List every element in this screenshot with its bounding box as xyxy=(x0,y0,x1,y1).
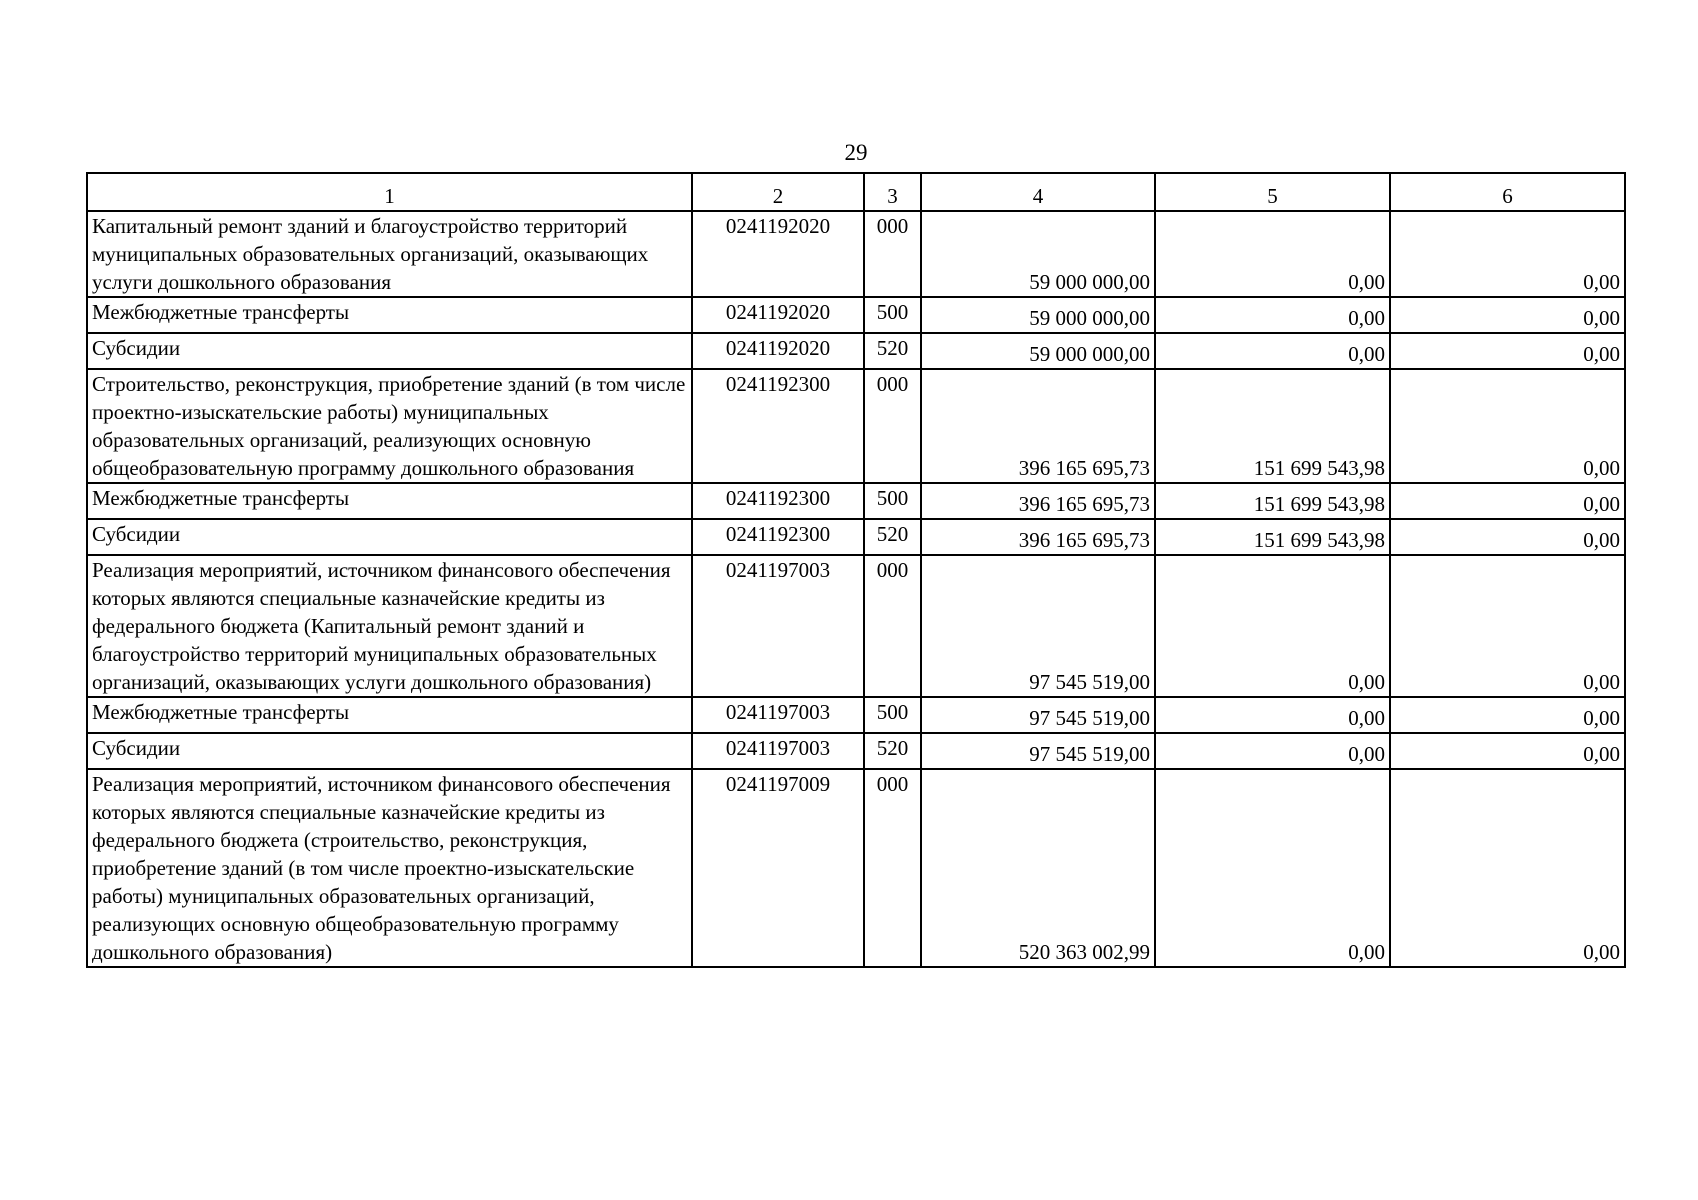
row-amount-col4: 396 165 695,73 xyxy=(921,483,1155,519)
row-amount-col5: 151 699 543,98 xyxy=(1155,519,1390,555)
row-amount-col6: 0,00 xyxy=(1390,519,1625,555)
row-target-code: 0241192020 xyxy=(692,211,864,297)
table-row xyxy=(87,211,1625,297)
row-name: Реализация мероприятий, источником финансового обеспечения которых являются специальные казначейские кредиты из федерального бюджета (строительство, реконструкция, приобретение зданий (в том числе проектно-изыскательские работы) муниципальных образовательных организаций, реализующих основную общеобразовательную программу дошкольного образования) xyxy=(87,769,692,967)
row-target-code: 0241192020 xyxy=(692,333,864,369)
row-amount-col4: 59 000 000,00 xyxy=(921,211,1155,297)
column-header-2: 2 xyxy=(692,173,864,211)
row-amount-col5: 0,00 xyxy=(1155,733,1390,769)
row-expense-type: 520 xyxy=(864,519,921,555)
row-target-code: 0241197003 xyxy=(692,555,864,697)
row-amount-col5: 0,00 xyxy=(1155,211,1390,297)
table-row xyxy=(87,769,1625,967)
row-amount-col4: 396 165 695,73 xyxy=(921,519,1155,555)
row-expense-type: 000 xyxy=(864,555,921,697)
row-amount-col6: 0,00 xyxy=(1390,297,1625,333)
row-amount-col6: 0,00 xyxy=(1390,333,1625,369)
row-amount-col6: 0,00 xyxy=(1390,697,1625,733)
row-amount-col5: 0,00 xyxy=(1155,297,1390,333)
row-name: Строительство, реконструкция, приобретение зданий (в том числе проектно-изыскательские работы) муниципальных образовательных организаций, реализующих основную общеобразовательную программу дошкольного образования xyxy=(87,369,692,483)
row-target-code: 0241192300 xyxy=(692,369,864,483)
row-target-code: 0241197003 xyxy=(692,733,864,769)
row-name: Капитальный ремонт зданий и благоустройство территорий муниципальных образовательных организаций, оказывающих услуги дошкольного образования xyxy=(87,211,692,297)
row-expense-type: 520 xyxy=(864,333,921,369)
column-header-4: 4 xyxy=(921,173,1155,211)
row-amount-col5: 151 699 543,98 xyxy=(1155,483,1390,519)
table-row xyxy=(87,555,1625,697)
row-amount-col6: 0,00 xyxy=(1390,733,1625,769)
row-amount-col4: 59 000 000,00 xyxy=(921,297,1155,333)
table-row xyxy=(87,519,1625,555)
row-expense-type: 000 xyxy=(864,369,921,483)
row-target-code: 0241192300 xyxy=(692,483,864,519)
row-amount-col5: 0,00 xyxy=(1155,769,1390,967)
row-expense-type: 520 xyxy=(864,733,921,769)
row-amount-col5: 0,00 xyxy=(1155,333,1390,369)
row-expense-type: 500 xyxy=(864,483,921,519)
row-expense-type: 500 xyxy=(864,297,921,333)
row-target-code: 0241197003 xyxy=(692,697,864,733)
table-row xyxy=(87,697,1625,733)
row-amount-col6: 0,00 xyxy=(1390,483,1625,519)
row-name: Субсидии xyxy=(87,519,692,555)
column-header-6: 6 xyxy=(1390,173,1625,211)
row-expense-type: 000 xyxy=(864,769,921,967)
row-amount-col6: 0,00 xyxy=(1390,555,1625,697)
column-header-3: 3 xyxy=(864,173,921,211)
column-header-1: 1 xyxy=(87,173,692,211)
row-amount-col6: 0,00 xyxy=(1390,369,1625,483)
row-amount-col4: 520 363 002,99 xyxy=(921,769,1155,967)
table-row xyxy=(87,483,1625,519)
table-row xyxy=(87,733,1625,769)
row-amount-col4: 97 545 519,00 xyxy=(921,555,1155,697)
row-amount-col5: 151 699 543,98 xyxy=(1155,369,1390,483)
row-target-code: 0241192300 xyxy=(692,519,864,555)
column-header-5: 5 xyxy=(1155,173,1390,211)
table-row xyxy=(87,369,1625,483)
row-name: Субсидии xyxy=(87,333,692,369)
row-name: Межбюджетные трансферты xyxy=(87,483,692,519)
row-name: Межбюджетные трансферты xyxy=(87,297,692,333)
budget-table xyxy=(86,172,1626,968)
page-number: 29 xyxy=(844,140,868,165)
row-target-code: 0241192020 xyxy=(692,297,864,333)
row-expense-type: 000 xyxy=(864,211,921,297)
row-amount-col4: 59 000 000,00 xyxy=(921,333,1155,369)
row-target-code: 0241197009 xyxy=(692,769,864,967)
row-name: Межбюджетные трансферты xyxy=(87,697,692,733)
row-amount-col6: 0,00 xyxy=(1390,211,1625,297)
row-amount-col4: 97 545 519,00 xyxy=(921,733,1155,769)
row-amount-col5: 0,00 xyxy=(1155,555,1390,697)
row-name: Реализация мероприятий, источником финансового обеспечения которых являются специальные казначейские кредиты из федерального бюджета (Капитальный ремонт зданий и благоустройство территорий муниципальных образовательных организаций, оказывающих услуги дошкольного образования) xyxy=(87,555,692,697)
table-header-row xyxy=(87,173,1625,211)
row-amount-col4: 97 545 519,00 xyxy=(921,697,1155,733)
row-amount-col5: 0,00 xyxy=(1155,697,1390,733)
row-amount-col6: 0,00 xyxy=(1390,769,1625,967)
row-name: Субсидии xyxy=(87,733,692,769)
row-expense-type: 500 xyxy=(864,697,921,733)
table-row xyxy=(87,333,1625,369)
row-amount-col4: 396 165 695,73 xyxy=(921,369,1155,483)
table-row xyxy=(87,297,1625,333)
